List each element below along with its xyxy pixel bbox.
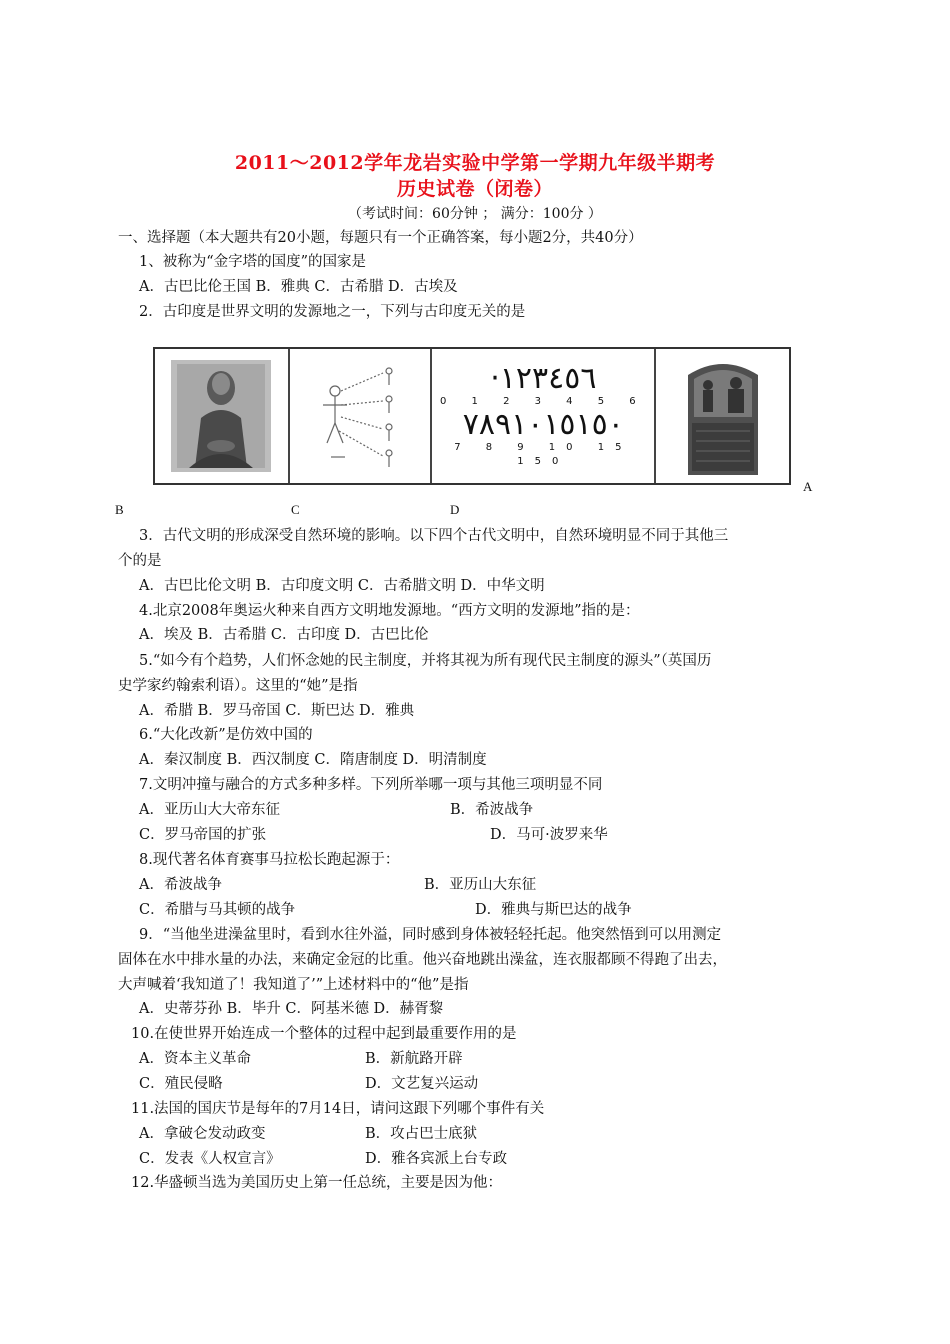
q9-stem-line3: 大声喊着‘我知道了！我知道了’”上述材料中的“他”是指 — [118, 977, 469, 993]
q11-option-a: A．拿破仑发动政变 — [139, 1126, 266, 1142]
q8-stem: 8.现代著名体育赛事马拉松长跑起源于： — [139, 852, 400, 868]
q8-option-a: A．希波战争 — [139, 877, 222, 893]
q10-stem: 10.在使世界开始连成一个整体的过程中起到最重要作用的是 — [131, 1026, 517, 1042]
q11-option-b: B．攻占巴士底狱 — [365, 1126, 478, 1142]
q10-option-a: A．资本主义革命 — [139, 1051, 251, 1067]
q7-option-b: B．希波战争 — [450, 802, 534, 818]
q6-options: A．秦汉制度 B．西汉制度 C．隋唐制度 D．明清制度 — [139, 752, 487, 768]
q10-option-d: D．文艺复兴运动 — [365, 1076, 479, 1092]
q11-option-c: C．发表《人权宣言》 — [139, 1151, 281, 1167]
q3-stem-line2: 个的是 — [118, 553, 162, 569]
q11-stem: 11.法国的国庆节是每年的7月14日，请问这跟下列哪个事件有关 — [131, 1101, 545, 1117]
q3-options: A．古巴比伦文明 B．古印度文明 C．古希腊文明 D．中华文明 — [139, 578, 545, 594]
exam-title-line1: 2011～2012学年龙岩实验中学第一学期九年级半期考 — [234, 152, 716, 174]
arabic-digits-row2: ٧٨٩١٠١٥١٥٠ — [462, 407, 624, 442]
image-label-a: A — [803, 479, 813, 494]
exam-title-line2: 历史试卷（闭卷） — [396, 178, 553, 200]
q9-options: A．史蒂芬孙 B．毕升 C．阿基米德 D．赫胥黎 — [139, 1001, 444, 1017]
numbers-row1: 0 1 2 3 4 5 6 — [440, 396, 647, 407]
q5-stem-line1: 5.“如今有个趋势，人们怀念她的民主制度，并将其视为所有现代民主制度的源头”（英国历 — [139, 653, 712, 669]
q3-stem-line1: 3．古代文明的形成深受自然环境的影响。以下四个古代文明中，自然环境明显不同于其他三 — [139, 528, 729, 544]
q7-option-a: A．亚历山大大帝东征 — [139, 802, 280, 818]
code-stele-image — [656, 349, 789, 483]
q5-stem-line2: 史学家约翰索利语）。这里的“她”是指 — [118, 678, 358, 694]
q7-option-c: C．罗马帝国的扩张 — [139, 827, 267, 843]
q8-option-b: B．亚历山大东征 — [424, 877, 537, 893]
numbers-row2: 7 8 9 10 15 150 — [454, 442, 633, 467]
q4-options: A．埃及 B．古希腊 C．古印度 D．古巴比伦 — [139, 627, 429, 643]
q1-stem: 1、被称为“金字塔的国度”的国家是 — [139, 254, 367, 270]
q8-option-d: D．雅典与斯巴达的战争 — [475, 902, 632, 918]
image-label-c: C — [291, 502, 300, 517]
q2-image-strip — [153, 347, 791, 485]
image-label-b: B — [115, 502, 124, 517]
exam-meta: （考试时间：60分钟 ； 满分：100分 ） — [348, 206, 602, 222]
arabic-digits-row1: ·١٢٣٤٥٦ — [490, 361, 597, 396]
image-label-d: D — [450, 502, 460, 517]
q4-stem: 4.北京2008年奥运火种来自西方文明地发源地。“西方文明的发源地”指的是： — [139, 603, 640, 619]
q10-option-c: C．殖民侵略 — [139, 1076, 223, 1092]
q8-option-c: C．希腊与马其顿的战争 — [139, 902, 296, 918]
q10-option-b: B．新航路开辟 — [365, 1051, 463, 1067]
q7-option-d: D．马可·波罗来华 — [490, 827, 608, 843]
q1-options: A．古巴比伦王国 B．雅典 C．古希腊 D．古埃及 — [139, 279, 458, 295]
q9-stem-line2: 固体在水中排水量的办法，来确定金冠的比重。他兴奋地跳出澡盆，连衣服都顾不得跑了出去， — [118, 952, 727, 968]
q6-stem: 6.“大化改新”是仿效中国的 — [139, 727, 313, 743]
q2-stem: 2．古印度是世界文明的发源地之一，下列与古印度无关的是 — [139, 304, 526, 320]
arabic-numerals-image — [432, 349, 656, 483]
q5-options: A．希腊 B．罗马帝国 C．斯巴达 D．雅典 — [139, 703, 415, 719]
q11-option-d: D．雅各宾派上台专政 — [365, 1151, 508, 1167]
buddha-statue-image — [155, 349, 290, 483]
q9-stem-line1: 9．“当他坐进澡盆里时，看到水往外溢，同时感到身体被轻轻托起。他突然悟到可以用测定 — [139, 927, 722, 943]
indian-figures-diagram — [290, 349, 433, 483]
q12-stem: 12.华盛顿当选为美国历史上第一任总统，主要是因为他： — [131, 1175, 503, 1191]
q7-stem: 7.文明冲撞与融合的方式多种多样。下列所举哪一项与其他三项明显不同 — [139, 777, 603, 793]
section-heading: 一、选择题（本大题共有20小题，每题只有一个正确答案，每小题2分，共40分） — [118, 230, 643, 246]
